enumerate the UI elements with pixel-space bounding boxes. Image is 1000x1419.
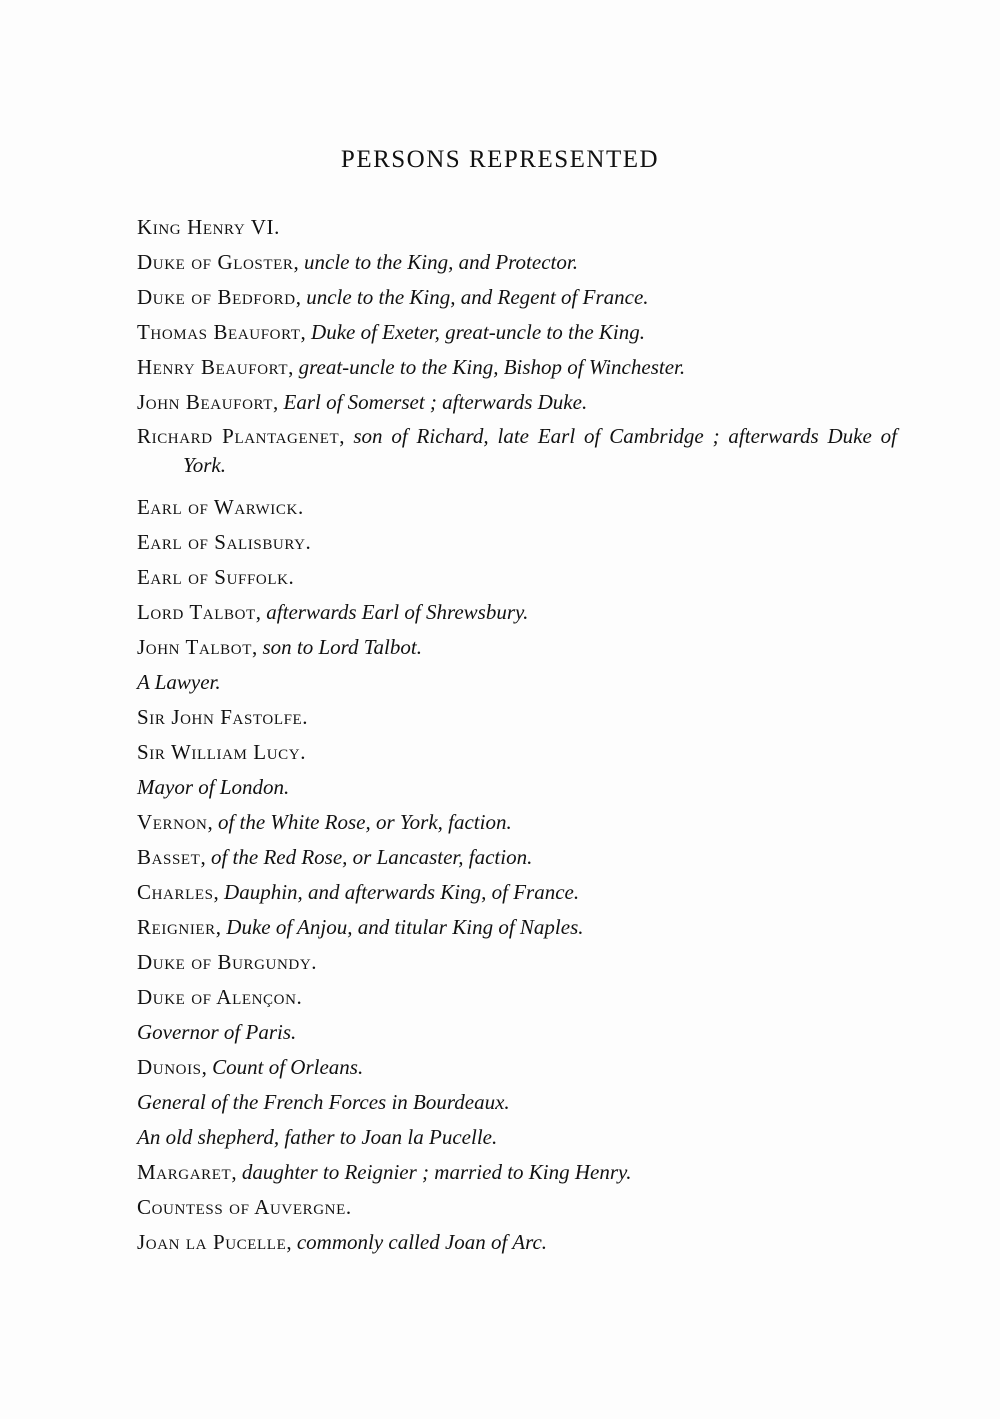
character-description: of the White Rose, or York, faction. (217, 810, 512, 834)
list-item (137, 1052, 897, 1087)
dramatis-personae-list (137, 212, 897, 1262)
character-name: Sir William Lucy. (137, 740, 307, 764)
list-item (137, 772, 897, 807)
character-description: Earl of Somerset ; afterwards Duke. (283, 390, 588, 414)
character-description: uncle to the King, and Regent of France. (306, 285, 649, 309)
character-name: John Talbot (137, 635, 252, 659)
separator: , (300, 320, 312, 344)
separator: , (207, 810, 218, 834)
character-description: son of Richard, late Earl of Cambridge ; afterwards Duke of York. (183, 424, 897, 477)
character-description: Duke of Exeter, great-uncle to the King. (311, 320, 645, 344)
list-item (137, 1017, 897, 1052)
list-item (137, 562, 897, 597)
separator: , (213, 880, 225, 904)
separator: , (286, 1230, 297, 1254)
list-item (137, 1087, 897, 1122)
list-item (137, 667, 897, 702)
separator: , (255, 600, 267, 624)
character-description: son to Lord Talbot. (262, 635, 422, 659)
character-name: Duke of Alençon. (137, 985, 303, 1009)
list-item (137, 947, 897, 982)
separator: , (288, 355, 299, 379)
character-description: General of the French Forces in Bourdeaux. (137, 1090, 510, 1114)
separator: , (293, 250, 305, 274)
character-name: Countess of Auvergne. (137, 1195, 352, 1219)
list-item (137, 387, 897, 422)
list-item (137, 737, 897, 772)
separator: , (251, 635, 263, 659)
list-item (137, 877, 897, 912)
character-description: Duke of Anjou, and titular King of Naples. (226, 915, 584, 939)
list-item (137, 1192, 897, 1227)
separator: , (200, 845, 211, 869)
character-name: Duke of Bedford (137, 285, 296, 309)
list-item (137, 282, 897, 317)
character-description: Governor of Paris. (137, 1020, 297, 1044)
character-description: daughter to Reignier ; married to King Henry. (241, 1160, 632, 1184)
character-name: King Henry VI. (137, 215, 280, 239)
character-name: Lord Talbot (137, 600, 256, 624)
character-name: Charles (137, 880, 214, 904)
list-item (137, 1122, 897, 1157)
list-item (137, 247, 897, 282)
list-item (137, 912, 897, 947)
list-item (137, 1157, 897, 1192)
character-name: Dunois (137, 1055, 202, 1079)
character-name: Richard Plantagenet (137, 424, 340, 448)
character-name: Reignier (137, 915, 216, 939)
character-name: Earl of Suffolk. (137, 565, 295, 589)
character-name: Basset (137, 845, 201, 869)
page-title: PERSONS REPRESENTED (340, 146, 660, 173)
list-item (137, 212, 897, 247)
character-name: John Beaufort (137, 390, 273, 414)
character-name: Earl of Salisbury. (137, 530, 312, 554)
list-item (137, 352, 897, 387)
list-item (137, 632, 897, 667)
list-item (137, 982, 897, 1017)
separator: , (201, 1055, 213, 1079)
separator: , (339, 424, 354, 448)
character-name: Earl of Warwick. (137, 495, 304, 519)
character-description: afterwards Earl of Shrewsbury. (266, 600, 529, 624)
list-item (137, 422, 897, 492)
character-description: Mayor of London. (137, 775, 290, 799)
list-item (137, 842, 897, 877)
character-description: A Lawyer. (137, 670, 221, 694)
character-name: Duke of Gloster (137, 250, 294, 274)
list-item (137, 702, 897, 737)
character-name: Sir John Fastolfe. (137, 705, 309, 729)
list-item (137, 807, 897, 842)
character-description: commonly called Joan of Arc. (296, 1230, 548, 1254)
list-item (137, 317, 897, 352)
character-description: great-uncle to the King, Bishop of Winchester. (298, 355, 686, 379)
character-name: Thomas Beaufort (137, 320, 301, 344)
list-item (137, 1227, 897, 1262)
separator: , (215, 915, 227, 939)
character-name: Margaret (137, 1160, 232, 1184)
character-name: Vernon (137, 810, 208, 834)
character-name: Henry Beaufort (137, 355, 289, 379)
separator: , (295, 285, 307, 309)
character-description: of the Red Rose, or Lancaster, faction. (210, 845, 533, 869)
list-item (137, 492, 897, 527)
character-description: An old shepherd, father to Joan la Pucelle. (137, 1125, 498, 1149)
separator: , (273, 390, 284, 414)
character-description: uncle to the King, and Protector. (304, 250, 578, 274)
separator: , (231, 1160, 242, 1184)
character-description: Count of Orleans. (212, 1055, 364, 1079)
character-name: Joan la Pucelle (137, 1230, 287, 1254)
character-name: Duke of Burgundy. (137, 950, 318, 974)
character-description: Dauphin, and afterwards King, of France. (224, 880, 580, 904)
list-item (137, 597, 897, 632)
list-item (137, 527, 897, 562)
